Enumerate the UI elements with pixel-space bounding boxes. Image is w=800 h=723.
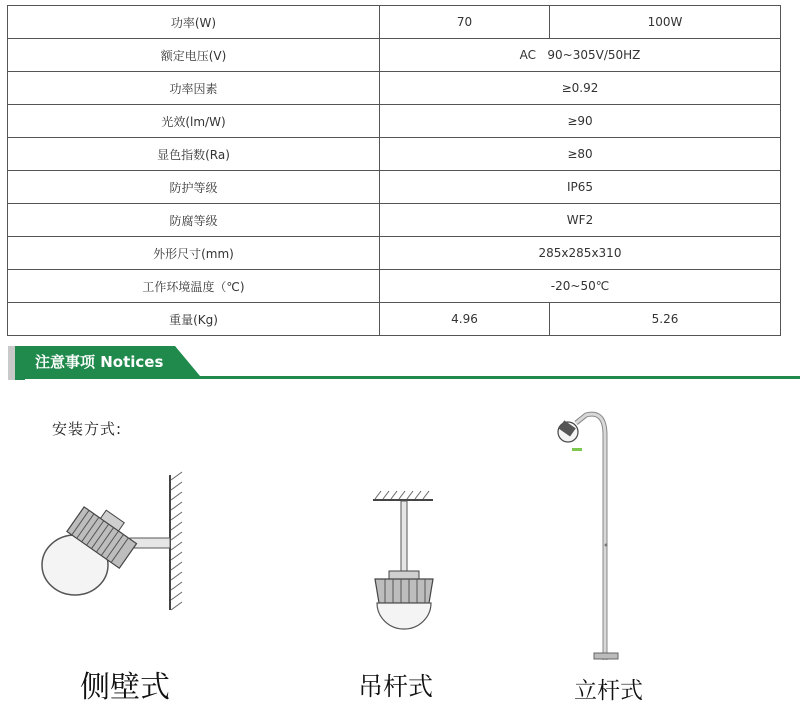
row-value: ≥0.92 [380, 72, 781, 105]
pendant-lamp-icon [345, 488, 445, 638]
row-label: 光效(lm/W) [8, 105, 380, 138]
notice-header [0, 346, 800, 380]
row-label: 防护等级 [8, 171, 380, 204]
row-value: ≥80 [380, 138, 781, 171]
row-label: 功率(W) [8, 6, 380, 39]
row-value: IP65 [380, 171, 781, 204]
row-value: AC 90~305V/50HZ [380, 39, 781, 72]
row-value: WF2 [380, 204, 781, 237]
table-row [8, 303, 781, 336]
notice-title-text: 注意事项 Notices [35, 353, 164, 371]
notice-title [25, 346, 175, 376]
install-label: 安装方式: [52, 420, 123, 438]
caption-pole: 立杆式 [574, 678, 643, 704]
row-label: 外形尺寸(mm) [8, 237, 380, 270]
row-label: 显色指数(Ra) [8, 138, 380, 171]
row-value: ≥90 [380, 105, 781, 138]
row-value: 70 [380, 6, 550, 39]
row-label: 防腐等级 [8, 204, 380, 237]
wall-mount-lamp-icon [30, 470, 200, 620]
pole-lamp-icon [548, 405, 638, 665]
table-row [8, 270, 781, 303]
row-value: -20~50℃ [380, 270, 781, 303]
spec-table [7, 5, 781, 336]
row-label: 工作环境温度（℃) [8, 270, 380, 303]
row-label: 功率因素 [8, 72, 380, 105]
table-row [8, 72, 781, 105]
table-row [8, 39, 781, 72]
table-row [8, 105, 781, 138]
table-row [8, 171, 781, 204]
row-value: 285x285x310 [380, 237, 781, 270]
table-row [8, 237, 781, 270]
table-row [8, 138, 781, 171]
row-value: 4.96 [380, 303, 550, 336]
table-row [8, 6, 781, 39]
caption-wall-mount: 侧壁式 [80, 670, 170, 705]
header-accent-square [15, 346, 25, 380]
row-label: 额定电压(V) [8, 39, 380, 72]
row-label: 重量(Kg) [8, 303, 380, 336]
row-value: 100W [550, 6, 781, 39]
row-value: 5.26 [550, 303, 781, 336]
table-row [8, 204, 781, 237]
caption-pendant: 吊杆式 [358, 672, 434, 701]
header-accent-shade [8, 346, 15, 380]
